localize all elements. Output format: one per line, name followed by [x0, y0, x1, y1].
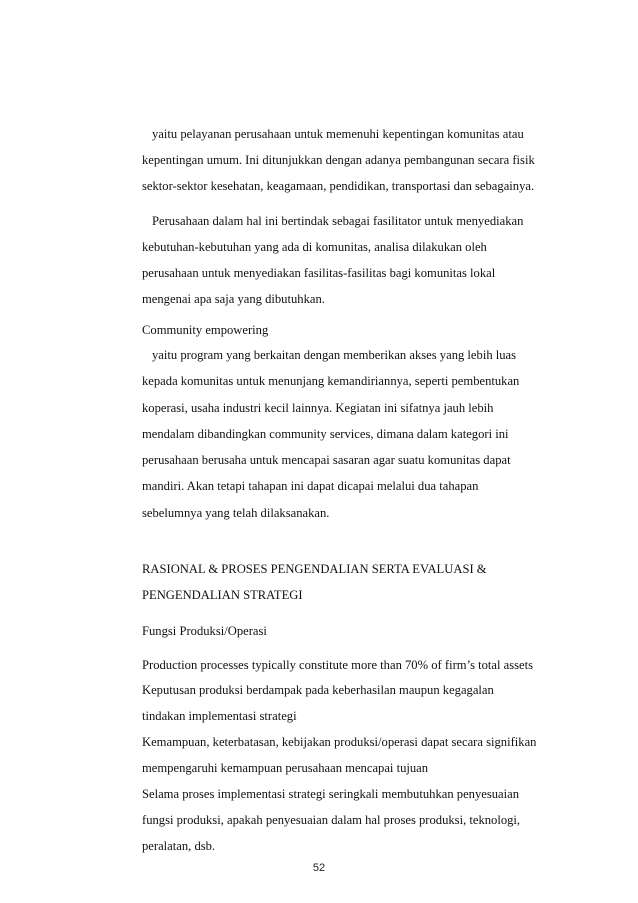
paragraph-line: mendalam dibandingkan community services, dimana dalam kategori ini — [142, 427, 509, 441]
paragraph-line: mempengaruhi kemampuan perusahaan mencapai tujuan — [142, 761, 429, 775]
paragraph-line: yaitu program yang berkaitan dengan memberikan akses yang lebih luas — [152, 348, 517, 362]
paragraph-line: kebutuhan-kebutuhan yang ada di komunitas, analisa dilakukan oleh — [142, 240, 487, 254]
paragraph-line: mandiri. Akan tetapi tahapan ini dapat dicapai melalui dua tahapan — [142, 479, 479, 493]
paragraph-line: Selama proses implementasi strategi seringkali membutuhkan penyesuaian — [142, 787, 520, 801]
paragraph-line: Kemampuan, keterbatasan, kebijakan produksi/operasi dapat secara signifikan — [142, 735, 537, 749]
paragraph-line: mengenai apa saja yang dibutuhkan. — [142, 292, 325, 306]
page-number: 52 — [312, 862, 326, 874]
paragraph-line: kepentingan umum. Ini ditunjukkan dengan adanya pembangunan secara fisik — [142, 153, 535, 167]
subheading: Fungsi Produksi/Operasi — [142, 624, 267, 638]
paragraph-line: koperasi, usaha industri kecil lainnya. Kegiatan ini sifatnya jauh lebih — [142, 401, 494, 415]
paragraph-line: tindakan implementasi strategi — [142, 709, 297, 723]
paragraph-line: Keputusan produksi berdampak pada keberhasilan maupun kegagalan — [142, 683, 494, 697]
paragraph-line: Perusahaan dalam hal ini bertindak sebagai fasilitator untuk menyediakan — [152, 214, 524, 228]
section-title: RASIONAL & PROSES PENGENDALIAN SERTA EVALUASI & — [142, 562, 487, 576]
paragraph-line: perusahaan untuk menyediakan fasilitas-fasilitas bagi komunitas lokal — [142, 266, 496, 280]
heading-community-empowering: Community empowering — [142, 323, 269, 337]
paragraph-line: perusahaan berusaha untuk mencapai sasaran agar suatu komunitas dapat — [142, 453, 511, 467]
paragraph-line: fungsi produksi, apakah penyesuaian dalam hal proses produksi, teknologi, — [142, 813, 521, 827]
paragraph-line: Production processes typically constitute more than 70% of firm’s total assets — [142, 658, 534, 672]
paragraph-line: yaitu pelayanan perusahaan untuk memenuhi kepentingan komunitas atau — [152, 127, 524, 141]
section-title: PENGENDALIAN STRATEGI — [142, 588, 303, 602]
paragraph-line: peralatan, dsb. — [142, 839, 216, 853]
paragraph-line: sektor-sektor kesehatan, keagamaan, pendidikan, transportasi dan sebagainya. — [142, 179, 535, 193]
paragraph-line: sebelumnya yang telah dilaksanakan. — [142, 506, 330, 520]
paragraph-line: kepada komunitas untuk menunjang kemandiriannya, seperti pembentukan — [142, 374, 520, 388]
